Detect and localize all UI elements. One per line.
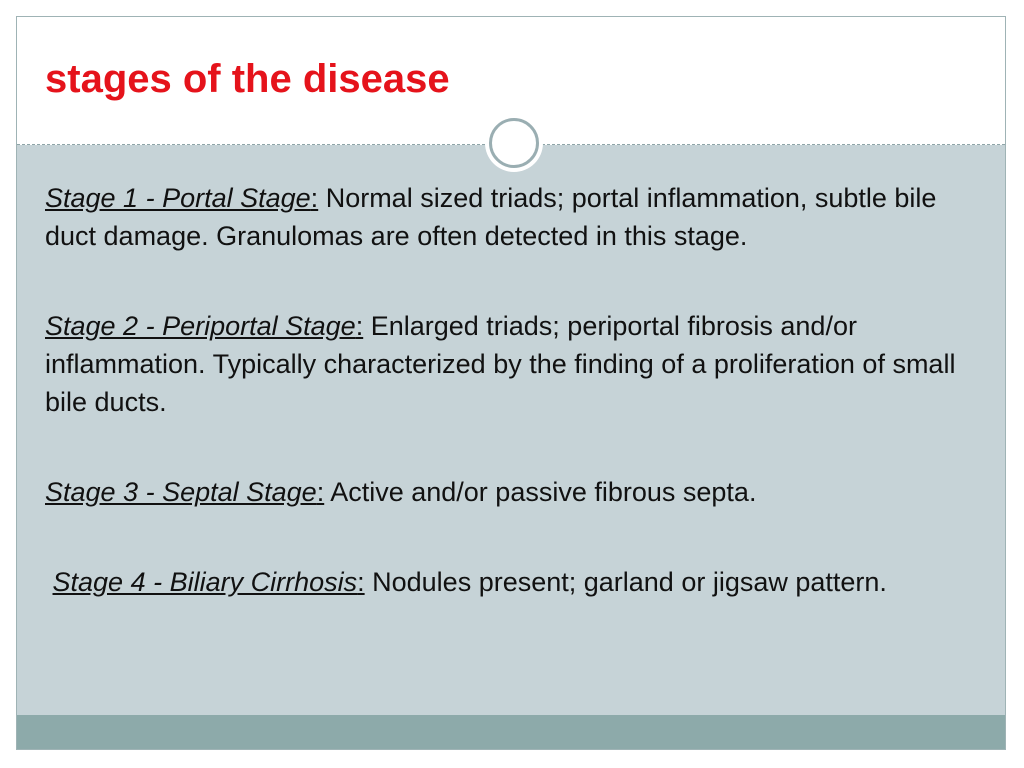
- stage-1-colon: :: [310, 183, 319, 213]
- stage-2-name: Stage 2 - Periportal Stage: [45, 311, 356, 341]
- slide-content: [45, 179, 965, 653]
- stage-3-colon: :: [316, 477, 325, 507]
- ornament-outer-ring: [489, 118, 539, 168]
- stage-3-paragraph: [45, 473, 965, 511]
- stage-4-colon: :: [357, 567, 365, 597]
- circle-ornament-icon: [485, 114, 543, 172]
- stage-4-paragraph: [45, 563, 965, 601]
- stage-3-name: Stage 3 - Septal Stage: [45, 477, 317, 507]
- stage-1-text: Normal sized triads; portal inflammation, subtle bile duct damage. Granulomas are often detected in this stage.: [45, 183, 937, 251]
- stage-2-colon: :: [355, 311, 364, 341]
- stage-2-paragraph: [45, 307, 965, 421]
- stage-4-name: Stage 4 - Biliary Cirrhosis: [52, 567, 358, 597]
- stage-4-text: Nodules present; garland or jigsaw pattern.: [364, 567, 887, 597]
- stage-1-paragraph: [45, 179, 965, 255]
- stage-2-text: Enlarged triads; periportal fibrosis and/or inflammation. Typically characterized by the finding of a proliferation of small bile ducts.: [45, 311, 956, 417]
- slide: [16, 16, 1006, 750]
- stage-3-text: Active and/or passive fibrous septa.: [324, 477, 757, 507]
- footer-bar: [17, 715, 1005, 749]
- slide-title: stages of the disease: [45, 57, 450, 101]
- stage-1-name: Stage 1 - Portal Stage: [45, 183, 311, 213]
